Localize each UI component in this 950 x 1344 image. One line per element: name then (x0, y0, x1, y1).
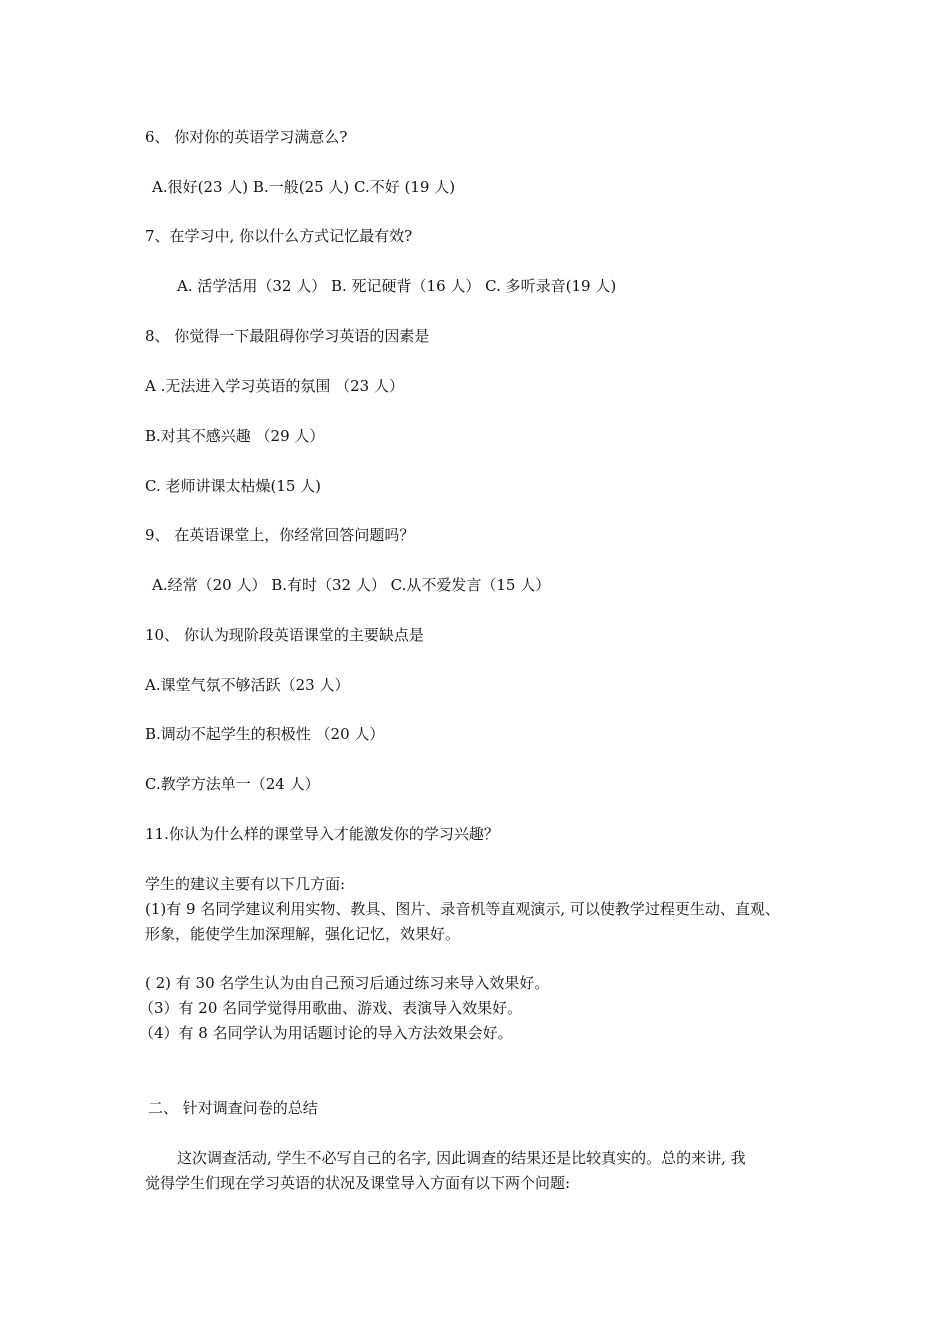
question-10-option-b: B.调动不起学生的积极性 （20 人） (145, 725, 385, 743)
question-8-option-b: B.对其不感兴趣 （29 人） (145, 427, 325, 445)
question-11: 11.你认为什么样的课堂导入才能激发你的学习兴趣？ (145, 825, 499, 843)
question-7-options: A. 活学活用（32 人） B. 死记硬背（16 人） C. 多听录音(19 人) (177, 277, 617, 295)
question-8: 8、 你觉得一下最阻碍你学习英语的因素是 (145, 327, 430, 345)
question-8-option-a: A .无法进入学习英语的氛围 （23 人） (145, 377, 404, 395)
section-heading: 二、 针对调查问卷的总结 (148, 1099, 318, 1117)
suggestion-3: （3）有 20 名同学觉得用歌曲、游戏、表演导入效果好。 (139, 999, 523, 1017)
suggestions-intro: 学生的建议主要有以下几方面: (145, 875, 346, 893)
suggestion-1-line-1: (1)有 9 名同学建议利用实物、教具、图片、录音机等直观演示, 可以使教学过程更生动、直观、 (145, 900, 780, 918)
summary-line-2: 觉得学生们现在学习英语的状况及课堂导入方面有以下两个问题: (145, 1174, 571, 1192)
question-10: 10、 你认为现阶段英语课堂的主要缺点是 (145, 626, 424, 644)
suggestion-1-line-2: 形象，能使学生加深理解，强化记忆，效果好。 (145, 925, 461, 943)
question-10-option-a: A.课堂气氛不够活跃（23 人） (145, 676, 350, 694)
question-9: 9、 在英语课堂上，你经常回答问题吗？ (145, 526, 415, 544)
question-6-options: A.很好(23 人) B.一般(25 人) C.不好 (19 人) (152, 178, 456, 196)
question-7: 7、在学习中, 你以什么方式记忆最有效? (145, 227, 413, 245)
suggestion-4: （4）有 8 名同学认为用话题讨论的导入方法效果会好。 (139, 1024, 513, 1042)
suggestion-2: ( 2) 有 30 名学生认为由自己预习后通过练习来导入效果好。 (145, 974, 550, 992)
question-10-option-c: C.教学方法单一（24 人） (145, 775, 320, 793)
question-6: 6、 你对你的英语学习满意么? (145, 128, 348, 146)
question-8-option-c: C. 老师讲课太枯燥(15 人) (145, 477, 322, 495)
question-9-options: A.经常（20 人） B.有时（32 人） C.从不爱发言（15 人） (152, 576, 551, 594)
summary-line-1: 这次调查活动, 学生不必写自己的名字, 因此调查的结果还是比较真实的。总的来讲, 我 (177, 1149, 746, 1167)
